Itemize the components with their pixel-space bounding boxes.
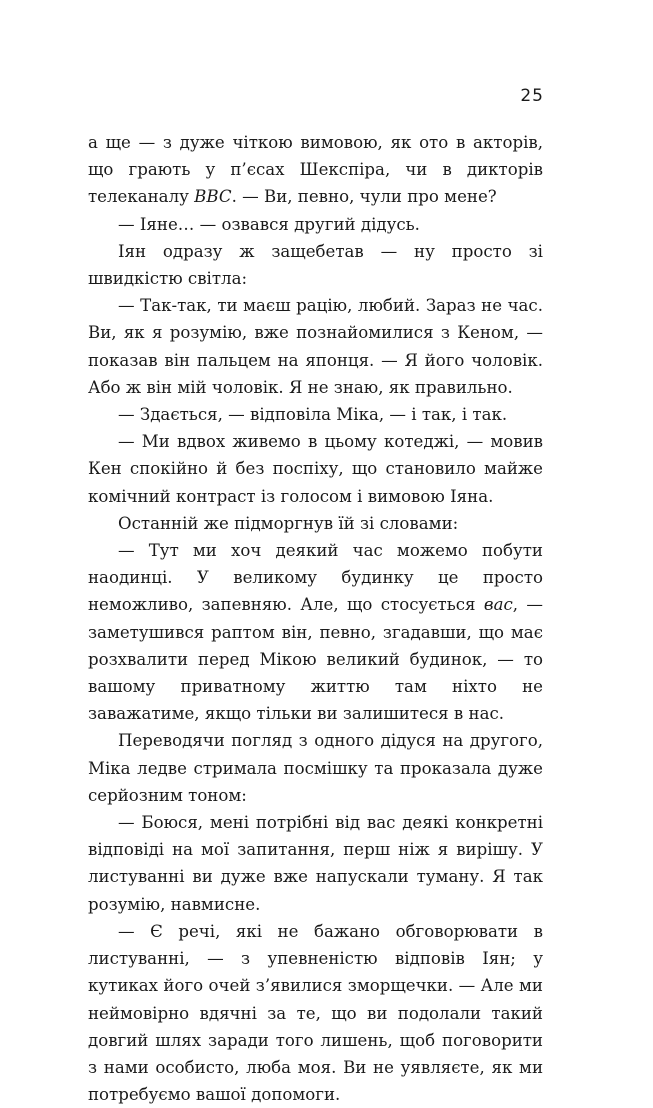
paragraph: [88, 809, 543, 918]
paragraph: [88, 727, 543, 809]
text-segment: — Ми вдвох живемо в цьому котеджі, — мовив Кен спокійно й без поспіху, що становило майже комічний контраст із голосом і вимовою Іяна.: [88, 432, 543, 506]
text-segment: Останній же підморгнув їй зі словами:: [118, 513, 459, 533]
page-number: 25: [520, 86, 544, 106]
text-segment: — Здається, — відповіла Міка, — і так, і так.: [118, 405, 508, 425]
paragraph: [88, 537, 543, 727]
paragraph: [88, 238, 543, 292]
text-segment: а ще — з дуже чіткою вимовою, як ото в акторів, що грають у п’єсах Шекспіра, чи в дикторів телеканалу: [88, 133, 543, 207]
paragraph: [88, 428, 543, 510]
paragraph: [88, 401, 543, 428]
text-segment: — Тут ми хоч деякий час можемо побути наодинці. У великому будинку це просто неможливо, запевняю. Але, що стосується: [88, 541, 543, 615]
paragraph: [88, 510, 543, 537]
text-segment: — Так-так, ти маєш рацію, любий. Зараз не час. Ви, як я розумію, вже познайомилися з Кеном, — показав він пальцем на японця. — Я його чоловік. Або ж він мій чоловік. Я не знаю, як правильно.: [88, 296, 543, 397]
text-segment-italic: BBC: [194, 187, 232, 207]
text-segment: — Боюся, мені потрібні від вас деякі конкретні відповіді на мої запитання, перш ніж я вирішу. У листуванні ви дуже вже напускали туману. Я так розумію, навмисне.: [88, 813, 543, 914]
text-segment: Іян одразу ж защебетав — ну просто зі швидкістю світла:: [88, 241, 543, 289]
text-segment-italic: вас: [483, 595, 513, 615]
text-segment: Переводячи погляд з одного дідуся на другого, Міка ледве стримала посмішку та проказала дуже серйозним тоном:: [88, 731, 543, 805]
body-text: [88, 129, 543, 1108]
paragraph: [88, 129, 543, 211]
paragraph: [88, 211, 543, 238]
text-segment: — Іяне… — озвався другий дідусь.: [118, 214, 420, 234]
text-segment: . — Ви, певно, чули про мене?: [231, 187, 497, 207]
text-segment: , — заметушився раптом він, певно, згадавши, що має розхвалити перед Мікою великий будинок, — то вашому приватному життю там ніхто не заважатиме, якщо тільки ви залишитеся в нас.: [88, 595, 543, 724]
text-segment: — Є речі, які не бажано обговорювати в листуванні, — з упевненістю відповів Іян; у кутиках його очей з’явилися зморщечки. — Але ми неймовірно вдячні за те, що ви подолали такий довгий шлях заради того лишень, щоб поговорити з нами особисто, люба моя. Ви не уявляєте, як ми потребуємо вашої допомоги.: [88, 921, 543, 1105]
paragraph: [88, 292, 543, 401]
paragraph: [88, 918, 543, 1108]
